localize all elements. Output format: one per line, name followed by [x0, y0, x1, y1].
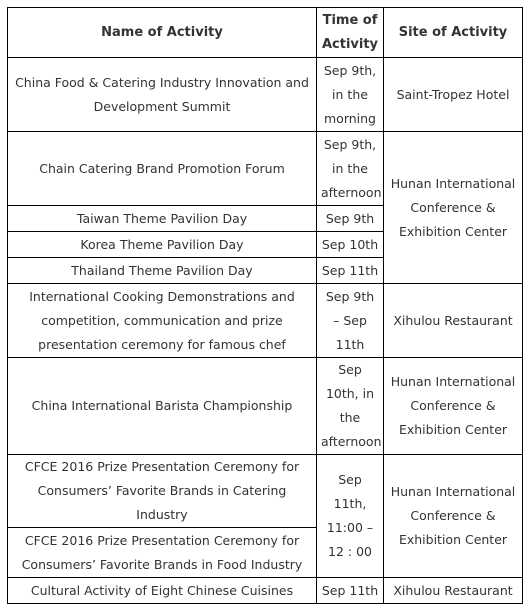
activity-time: Sep 9th: [317, 206, 384, 232]
activity-name: Cultural Activity of Eight Chinese Cuisines: [8, 578, 317, 604]
table-row: [8, 132, 523, 206]
activity-time: Sep 10th, in the afternoon: [317, 358, 384, 455]
activity-site: Hunan International Conference & Exhibition Center: [384, 455, 523, 578]
activity-time: Sep 11th: [317, 258, 384, 284]
activity-time: Sep 9th, in the morning: [317, 58, 384, 132]
header-site: Site of Activity: [384, 8, 523, 58]
activity-name: Chain Catering Brand Promotion Forum: [8, 132, 317, 206]
table-row: [8, 284, 523, 358]
activity-site: Saint-Tropez Hotel: [384, 58, 523, 132]
activity-site: Hunan International Conference & Exhibition Center: [384, 132, 523, 284]
activity-name: CFCE 2016 Prize Presentation Ceremony for Consumers’ Favorite Brands in Catering Industry: [8, 455, 317, 528]
table-row: [8, 358, 523, 455]
activity-time: Sep 9th, in the afternoon: [317, 132, 384, 206]
activity-schedule-table: [7, 7, 523, 604]
activity-name: CFCE 2016 Prize Presentation Ceremony for Consumers’ Favorite Brands in Food Industry: [8, 528, 317, 578]
activity-name: International Cooking Demonstrations and competition, communication and prize presentation ceremony for famous chef: [8, 284, 317, 358]
table-row: [8, 578, 523, 604]
activity-time: Sep 11th: [317, 578, 384, 604]
table-row: [8, 58, 523, 132]
activity-name: China Food & Catering Industry Innovation and Development Summit: [8, 58, 317, 132]
activity-site: Xihulou Restaurant: [384, 284, 523, 358]
activity-time: Sep 10th: [317, 232, 384, 258]
activity-name: Thailand Theme Pavilion Day: [8, 258, 317, 284]
activity-time: Sep 9th – Sep 11th: [317, 284, 384, 358]
table-row: [8, 455, 523, 528]
activity-site: Hunan International Conference & Exhibition Center: [384, 358, 523, 455]
activity-name: Taiwan Theme Pavilion Day: [8, 206, 317, 232]
header-time: Time of Activity: [317, 8, 384, 58]
header-name: Name of Activity: [8, 8, 317, 58]
activity-site: Xihulou Restaurant: [384, 578, 523, 604]
activity-name: Korea Theme Pavilion Day: [8, 232, 317, 258]
activity-time: Sep 11th, 11:00 – 12 : 00: [317, 455, 384, 578]
activity-name: China International Barista Championship: [8, 358, 317, 455]
header-row: [8, 8, 523, 58]
